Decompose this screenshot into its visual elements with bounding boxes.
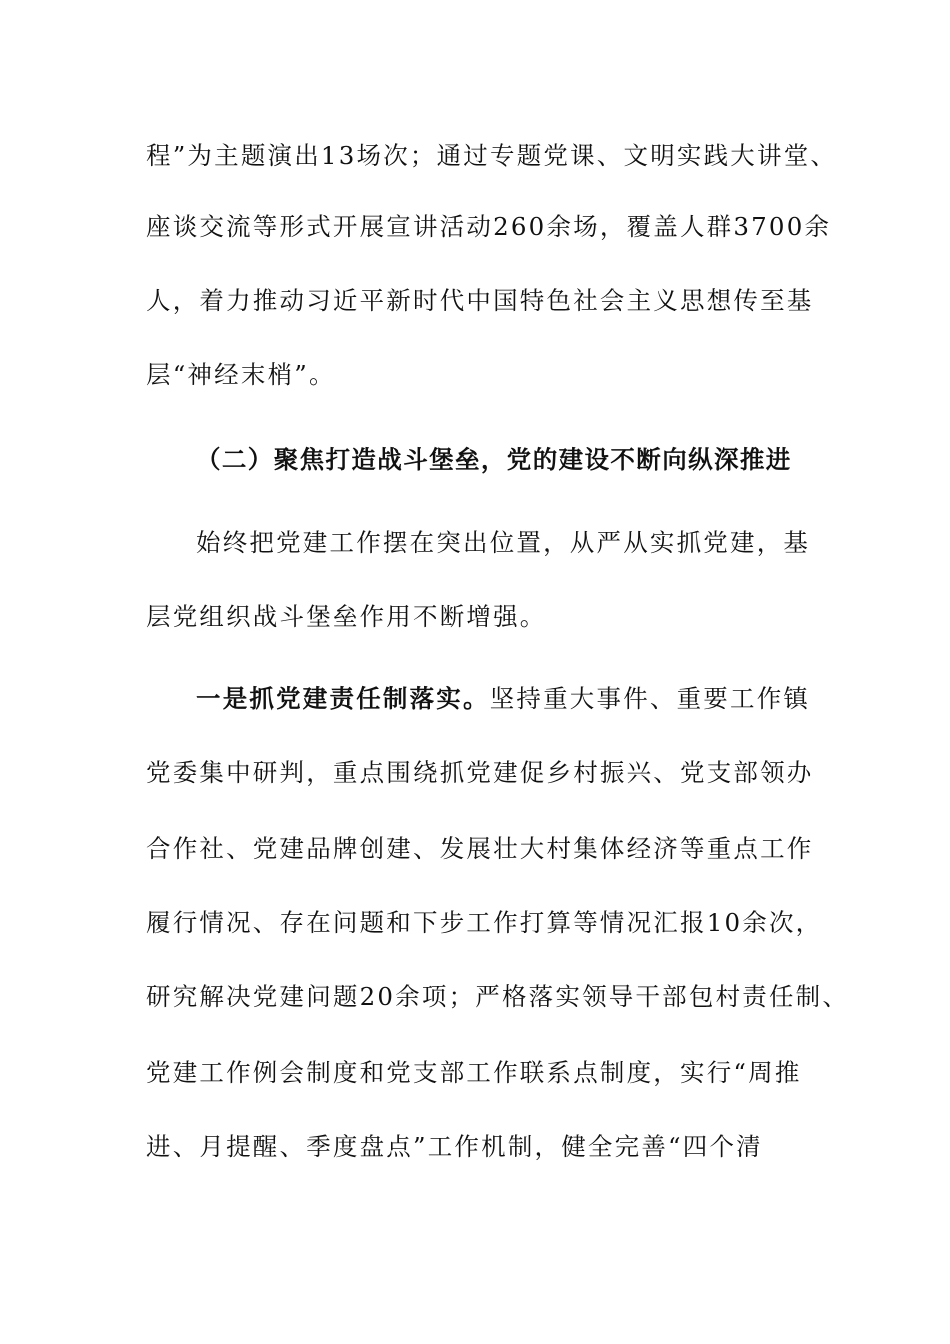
paragraph-line: 层“神经末梢”。	[146, 360, 336, 389]
paragraph-line: 座谈交流等形式开展宣讲活动260余场，覆盖人群3700余	[146, 212, 832, 241]
paragraph-line: 进、月提醒、季度盘点”工作机制，健全完善“四个清	[146, 1132, 763, 1161]
paragraph-line: 合作社、党建品牌创建、发展壮大村集体经济等重点工作	[146, 834, 814, 863]
paragraph-line: 人，着力推动习近平新时代中国特色社会主义思想传至基	[146, 286, 814, 315]
paragraph-line: 党建工作例会制度和党支部工作联系点制度，实行“周推	[146, 1058, 802, 1087]
paragraph-lead-bold: 一是抓党建责任制落实。	[196, 684, 490, 713]
paragraph-line: 层党组织战斗堡垒作用不断增强。	[146, 602, 547, 631]
paragraph-line: 始终把党建工作摆在突出位置，从严从实抓党建，基	[196, 528, 811, 557]
paragraph-line: 履行情况、存在问题和下步工作打算等情况汇报10余次，	[146, 908, 823, 937]
paragraph-line: 研究解决党建问题20余项；严格落实领导干部包村责任制、	[146, 982, 850, 1011]
section-heading: （二）聚焦打造战斗堡垒，党的建设不断向纵深推进	[196, 445, 792, 474]
paragraph-line: 党委集中研判，重点围绕抓党建促乡村振兴、党支部领办	[146, 758, 814, 787]
paragraph-first-line	[196, 682, 810, 716]
paragraph-line: 程”为主题演出13场次；通过专题党课、文明实践大讲堂、	[146, 141, 838, 170]
paragraph-first-line-text: 坚持重大事件、重要工作镇	[489, 684, 811, 713]
